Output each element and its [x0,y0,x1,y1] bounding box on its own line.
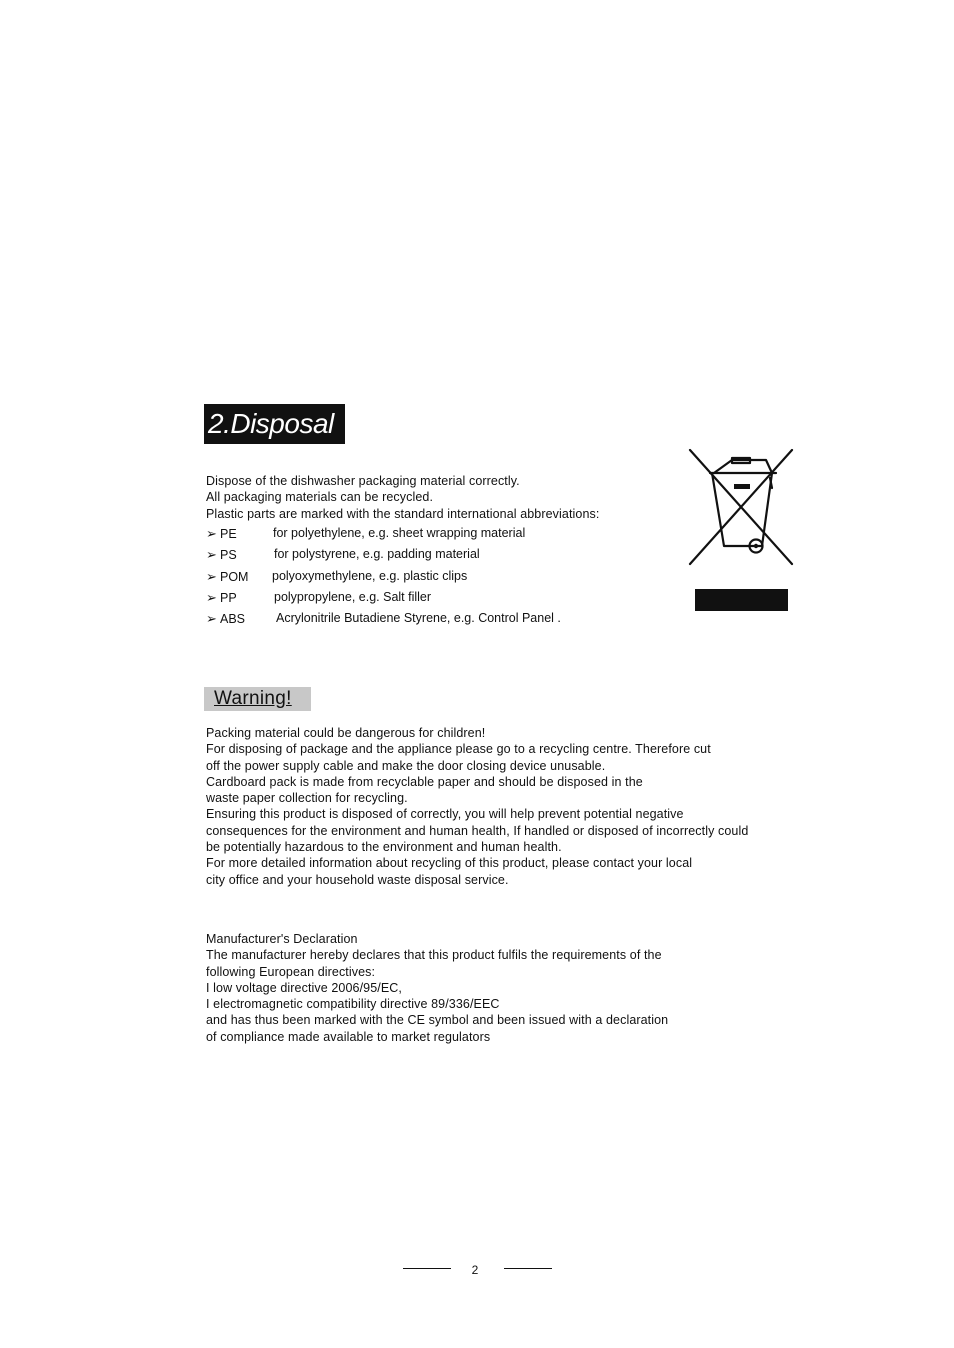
abbreviation-code: PS [220,548,237,563]
footer-rule-left [403,1268,451,1269]
warning-line: waste paper collection for recycling. [206,791,408,806]
abbreviation-code: POM [220,569,249,584]
abbreviation-description: for polyethylene, e.g. sheet wrapping material [273,526,526,540]
intro-line: All packaging materials can be recycled. [206,490,434,505]
warning-paragraph [206,725,748,888]
declaration-line: of compliance made available to market regulators [206,1029,491,1044]
declaration-line: The manufacturer hereby declares that this product fulfils the requirements of the [206,948,662,963]
plastic-abbreviation-list [206,523,561,629]
section-title: 2.Disposal [204,404,345,444]
list-item [206,566,468,587]
list-item [206,608,561,629]
footer-rule-right [504,1268,552,1269]
abbreviation-code: PP [220,590,237,605]
abbreviation-description: polypropylene, e.g. Salt filler [274,589,432,604]
abbreviation-code: ABS [220,612,246,627]
warning-heading: Warning! [204,687,311,711]
bullet-arrow-icon: ➢ [206,589,217,605]
warning-line: city office and your household waste disposal service. [206,872,509,887]
manufacturer-declaration [206,931,668,1045]
abbreviation-code: PE [220,527,237,541]
declaration-line: I low voltage directive 2006/95/EC, [206,980,402,995]
warning-line: Ensuring this product is disposed of correctly, you will help prevent potential negative [206,807,684,822]
declaration-line: Manufacturer's Declaration [206,932,358,946]
abbreviation-description: Acrylonitrile Butadiene Styrene, e.g. Control Panel . [276,611,561,626]
declaration-line: I electromagnetic compatibility directive 89/336/EEC [206,997,500,1012]
bin-underline-bar [695,589,788,611]
bullet-arrow-icon: ➢ [206,526,217,541]
warning-line: For disposing of package and the appliance please go to a recycling centre. Therefore cut [206,742,711,757]
abbreviation-description: polyoxymethylene, e.g. plastic clips [272,568,468,583]
list-item [206,523,526,544]
page-number: 2 [471,1263,479,1277]
warning-line: For more detailed information about recycling of this product, please contact your local [206,856,693,871]
intro-line: Dispose of the dishwasher packaging material correctly. [206,474,520,488]
list-item [206,544,480,565]
warning-line: be potentially hazardous to the environment and human health. [206,840,562,855]
intro-line: Plastic parts are marked with the standard international abbreviations: [206,506,600,521]
warning-line: Cardboard pack is made from recyclable paper and should be disposed in the [206,774,643,789]
warning-line: consequences for the environment and human health, If handled or disposed of incorrectly could [206,823,749,838]
warning-line: off the power supply cable and make the door closing device unusable. [206,758,606,773]
abbreviation-description: for polystyrene, e.g. padding material [274,547,480,562]
warning-line: Packing material could be dangerous for children! [206,726,486,740]
list-item [206,587,432,608]
declaration-line: following European directives: [206,964,376,979]
declaration-line: and has thus been marked with the CE symbol and been issued with a declaration [206,1013,669,1028]
intro-paragraph [206,473,599,522]
bullet-arrow-icon: ➢ [206,611,217,627]
bullet-arrow-icon: ➢ [206,547,217,563]
bullet-arrow-icon: ➢ [206,568,217,584]
crossed-out-wheelie-bin-icon [686,446,796,568]
